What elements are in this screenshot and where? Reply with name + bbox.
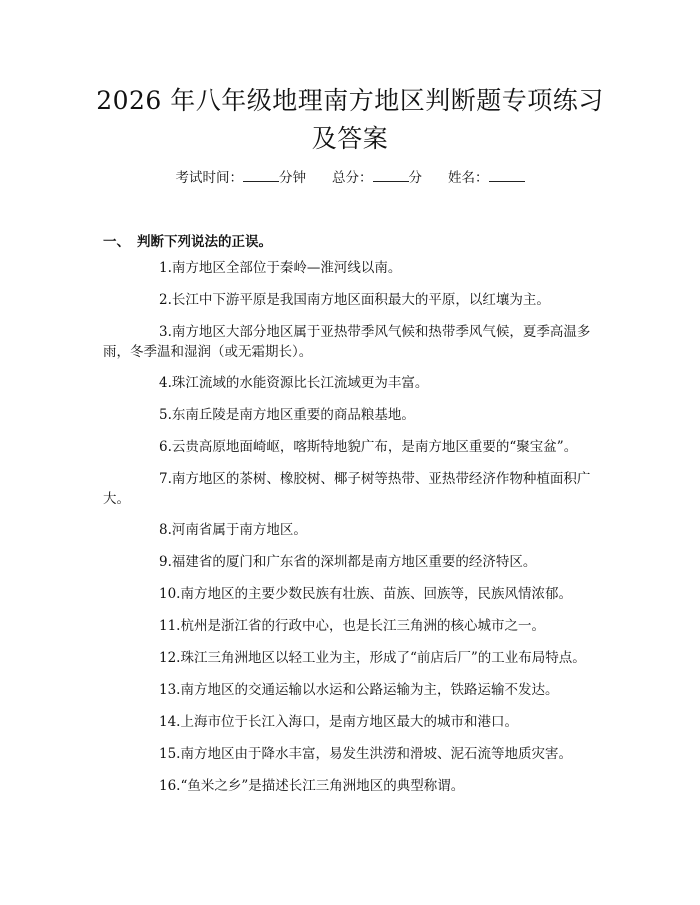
question-item (103, 744, 597, 764)
document-title-line1: 2026 年八年级地理南方地区判断题专项练习 (96, 86, 604, 115)
question-number: 4. (159, 375, 172, 391)
question-item (103, 258, 597, 278)
question-text: 南方地区大部分地区属于亚热带季风气候和热带季风气候，夏季高温多雨，冬季温和湿润（或无霜期长）。 (103, 324, 591, 360)
question-number: 6. (159, 439, 172, 455)
question-item (103, 469, 597, 509)
question-number: 15. (159, 746, 181, 762)
question-item (103, 520, 597, 540)
question-list (103, 258, 597, 808)
time-blank (243, 167, 279, 182)
question-item (103, 322, 597, 362)
question-text: 云贵高原地面崎岖，喀斯特地貌广布，是南方地区重要的“聚宝盆”。 (171, 439, 578, 455)
question-text: 珠江三角洲地区以轻工业为主，形成了“前店后厂”的工业布局特点。 (180, 650, 586, 666)
section-heading (103, 232, 272, 252)
question-number: 9. (159, 554, 172, 570)
question-text: 南方地区的交通运输以水运和公路运输为主，铁路运输不发达。 (180, 682, 559, 698)
question-number: 13. (159, 682, 181, 698)
question-text: 河南省属于南方地区。 (171, 522, 307, 538)
question-text: “鱼米之乡”是描述长江三角洲地区的典型称谓。 (180, 778, 465, 794)
question-text: 珠江流域的水能资源比长江流域更为丰富。 (171, 375, 429, 391)
question-number: 16. (159, 778, 181, 794)
question-text: 杭州是浙江省的行政中心，也是长江三角洲的核心城市之一。 (180, 618, 545, 634)
question-text: 上海市位于长江入海口，是南方地区最大的城市和港口。 (180, 714, 518, 730)
name-blank (489, 167, 525, 182)
question-number: 1. (159, 260, 172, 276)
question-item (103, 712, 597, 732)
document-title-line2: 及答案 (311, 124, 389, 153)
question-text: 东南丘陵是南方地区重要的商品粮基地。 (171, 407, 415, 423)
question-number: 8. (159, 522, 172, 538)
question-number: 10. (159, 586, 181, 602)
question-number: 14. (159, 714, 181, 730)
question-item (103, 290, 597, 310)
question-text: 南方地区全部位于秦岭—淮河线以南。 (171, 260, 402, 276)
question-text: 南方地区的茶树、橡胶树、椰子树等热带、亚热带经济作物种植面积广大。 (103, 471, 591, 507)
question-item (103, 405, 597, 425)
question-item (103, 680, 597, 700)
question-number: 3. (159, 324, 172, 340)
score-unit: 分 (408, 170, 422, 186)
question-text: 长江中下游平原是我国南方地区面积最大的平原，以红壤为主。 (171, 292, 550, 308)
question-text: 南方地区由于降水丰富，易发生洪涝和滑坡、泥石流等地质灾害。 (180, 746, 572, 762)
question-number: 2. (159, 292, 172, 308)
section-number: 一、 (103, 234, 130, 250)
question-item (103, 648, 597, 668)
question-item (103, 616, 597, 636)
question-number: 12. (159, 650, 181, 666)
question-item (103, 584, 597, 604)
score-label: 总分： (332, 170, 373, 186)
score-blank (373, 167, 409, 182)
question-item (103, 552, 597, 572)
question-number: 7. (159, 471, 172, 487)
question-item (103, 437, 597, 457)
time-label: 考试时间： (175, 170, 243, 186)
question-item (103, 776, 597, 796)
name-label: 姓名： (448, 170, 489, 186)
question-number: 11. (159, 618, 181, 634)
exam-meta (0, 167, 700, 188)
time-unit: 分钟 (279, 170, 306, 186)
section-title: 判断下列说法的正误。 (137, 234, 272, 250)
question-text: 南方地区的主要少数民族有壮族、苗族、回族等，民族风情浓郁。 (180, 586, 572, 602)
question-number: 5. (159, 407, 172, 423)
question-text: 福建省的厦门和广东省的深圳都是南方地区重要的经济特区。 (171, 554, 537, 570)
question-item (103, 373, 597, 393)
